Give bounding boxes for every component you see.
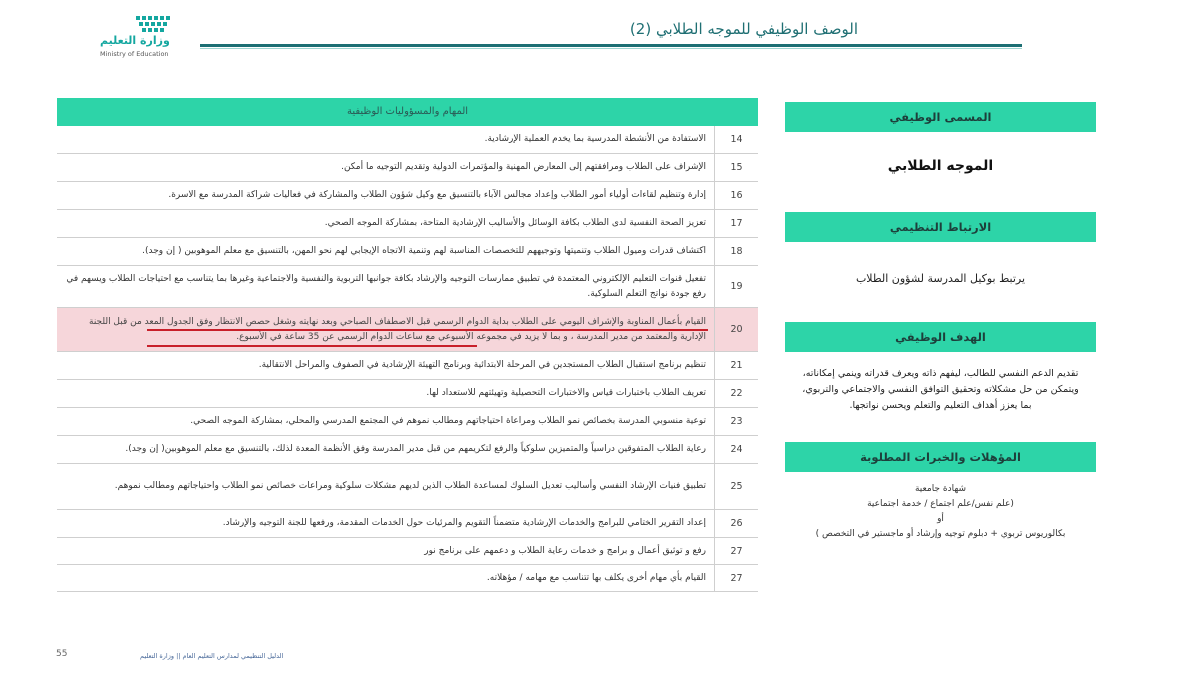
table-row bbox=[57, 408, 758, 436]
row-text: رفع و توثيق أعمال و برامج و خدمات رعاية الطلاب و دعمهم على برنامج نور bbox=[424, 545, 706, 556]
table-row bbox=[57, 266, 758, 308]
page-title: الوصف الوظيفي للموجه الطلابي (2) bbox=[629, 20, 858, 38]
row-number: 15 bbox=[714, 154, 758, 181]
row-number: 22 bbox=[714, 380, 758, 407]
red-underline bbox=[147, 345, 477, 347]
row-text: إعداد التقرير الختامي للبرامج والخدمات الإرشادية متضمناً التقويم والمرئيات حول الخدمات المقدمة، ورفعها للجنة التوجيه والإرشاد. bbox=[222, 518, 706, 528]
footer-text: الدليل التنظيمي لمدارس التعليم العام || وزارة التعليم bbox=[140, 652, 284, 660]
row-number: 18 bbox=[714, 238, 758, 265]
org-link-section bbox=[785, 212, 1096, 285]
qualification-line: شهادة جامعية bbox=[914, 484, 967, 494]
table-row-highlighted bbox=[57, 308, 758, 352]
row-text: القيام بأعمال المناوبة والإشراف اليومي على الطلاب بداية الدوام الرسمي قبل الاصطفاف الصباحي وبعد نهايته وشغل حصص الانتظار وفق الجدول المعد من قبل اللجنة الإدارية والمعتمد من مدير المدرسة ، و بما لا يزيد في مجموعه الأسبوعي مع ساعات الدوام الرسمي عن 35 ساعة في الأسبوع. bbox=[89, 316, 706, 342]
job-goal-value: تقديم الدعم النفسي للطالب، ليفهم ذاته ويعرف قدراته وينمي إمكاناته، ويتمكن من حل مشكلاته وتحقيق التوافق النفسي والاجتماعي والتربوي، بما يعزز أهداف التعليم والتعلم ويحسن نواتجها. bbox=[802, 368, 1079, 411]
qualifications-section bbox=[785, 442, 1096, 542]
row-text: الإشراف على الطلاب ومرافقتهم إلى المعارض المهنية والمؤتمرات الدولية وتقديم التوجيه ما أمكن. bbox=[341, 162, 706, 172]
row-text: توعية منسوبي المدرسة بخصائص نمو الطلاب ومراعاة احتياجاتهم ومطالب نموهم في المجتمع المدرسي والمحلي، بمشاركة الموجه الصحي. bbox=[190, 416, 706, 426]
row-number: 21 bbox=[714, 352, 758, 379]
row-text: القيام بأي مهام أخرى يكلف بها تتناسب مع مهامه / مؤهلاته. bbox=[486, 572, 706, 583]
row-number: 27 bbox=[714, 538, 758, 564]
responsibilities-table bbox=[57, 98, 758, 592]
org-link-label: الارتباط التنظيمي bbox=[785, 212, 1096, 242]
logo-dots-icon bbox=[96, 14, 176, 34]
row-number: 16 bbox=[714, 182, 758, 209]
table-row bbox=[57, 464, 758, 510]
row-number: 17 bbox=[714, 210, 758, 237]
row-text: اكتشاف قدرات وميول الطلاب وتنميتها وتوجيههم للتخصصات المناسبة لهم وتنمية الاتجاه الإيجابي لهم نحو المهن، بالتنسيق مع معلم الموهوبين ( إن وجد). bbox=[142, 246, 706, 256]
table-row bbox=[57, 565, 758, 592]
table-row bbox=[57, 210, 758, 238]
row-number: 14 bbox=[714, 126, 758, 153]
job-title-value: الموجه الطلابي bbox=[887, 158, 994, 174]
row-number: 24 bbox=[714, 436, 758, 463]
table-row bbox=[57, 380, 758, 408]
table-row bbox=[57, 510, 758, 538]
table-row bbox=[57, 182, 758, 210]
row-text: إدارة وتنظيم لقاءات أولياء أمور الطلاب وإعداد مجالس الآباء بالتنسيق مع وكيل شؤون الطلاب والمشاركة في فعاليات شراكة المدرسة مع الاسرة. bbox=[168, 190, 706, 200]
job-goal-section bbox=[785, 322, 1096, 414]
table-row bbox=[57, 126, 758, 154]
row-text: تعريف الطلاب باختبارات قياس والاختبارات التحصيلية وتهيئتهم للاستعداد لها. bbox=[426, 388, 706, 398]
row-text: تنظيم برنامج استقبال الطلاب المستجدين في المرحلة الابتدائية وبرنامج التهيئة الإرشادية في الصفوف والمراحل الانتقالية. bbox=[258, 360, 706, 370]
row-number: 23 bbox=[714, 408, 758, 435]
qualification-line: أو bbox=[937, 514, 944, 524]
row-text: تطبيق فنيات الإرشاد النفسي وأساليب تعديل السلوك لمساعدة الطلاب الذين لديهم مشكلات سلوكية ومراعات خصائص نمو الطلاب واحتياجاتهم ومطالب نموهم. bbox=[114, 481, 706, 491]
logo-english-text: Ministry of Education bbox=[100, 50, 169, 58]
table-row bbox=[57, 538, 758, 565]
table-row bbox=[57, 436, 758, 464]
row-number: 19 bbox=[714, 266, 758, 307]
row-text: الاستفادة من الأنشطة المدرسية بما يخدم العملية الإرشادية. bbox=[484, 134, 706, 144]
table-row bbox=[57, 154, 758, 182]
qualification-line: (علم نفس/علم اجتماع / خدمة اجتماعية bbox=[867, 499, 1014, 509]
title-divider bbox=[200, 44, 1022, 47]
row-text: تعزيز الصحة النفسية لدى الطلاب بكافة الوسائل والأساليب الإرشادية المتاحة، بمشاركة الموجه الصحي. bbox=[324, 218, 706, 228]
table-header: المهام والمسؤوليات الوظيفية bbox=[57, 98, 758, 126]
table-row bbox=[57, 238, 758, 266]
table-row bbox=[57, 352, 758, 380]
job-goal-label: الهدف الوظيفي bbox=[785, 322, 1096, 352]
page-number: 55 bbox=[56, 649, 68, 659]
row-number: 27 bbox=[714, 565, 758, 591]
row-text: تفعيل قنوات التعليم الإلكتروني المعتمدة في تطبيق ممارسات التوجيه والإرشاد بكافة جوانبها التربوية والنفسية والاجتماعية وغيرها بما يتناسب مع احتياجات الطلاب ويسهم في رفع جودة نواتج التعلم السلوكية. bbox=[66, 273, 706, 299]
qualifications-list bbox=[785, 482, 1096, 542]
row-number: 25 bbox=[714, 464, 758, 509]
job-title-label: المسمى الوظيفي bbox=[785, 102, 1096, 132]
qualifications-label: المؤهلات والخبرات المطلوبة bbox=[785, 442, 1096, 472]
title-divider-thin bbox=[200, 48, 1022, 49]
row-number: 26 bbox=[714, 510, 758, 537]
row-text: رعاية الطلاب المتفوقين دراسياً والمتميزين سلوكياً والرفع لتكريمهم من قبل مدير المدرسة وفق الأنظمة المعدة لذلك، بالتنسيق مع معلم الموهوبين( إن وجد). bbox=[125, 444, 706, 454]
org-link-value: يرتبط بوكيل المدرسة لشؤون الطلاب bbox=[855, 272, 1026, 285]
ministry-logo bbox=[96, 14, 188, 60]
logo-arabic-text: وزارة التعليم bbox=[100, 34, 170, 47]
red-underline bbox=[147, 329, 708, 331]
job-title-section bbox=[785, 102, 1096, 174]
row-number: 20 bbox=[714, 308, 758, 351]
qualification-line: بكالوريوس تربوي + دبلوم توجيه وإرشاد أو ماجستير في التخصص ) bbox=[815, 529, 1066, 539]
